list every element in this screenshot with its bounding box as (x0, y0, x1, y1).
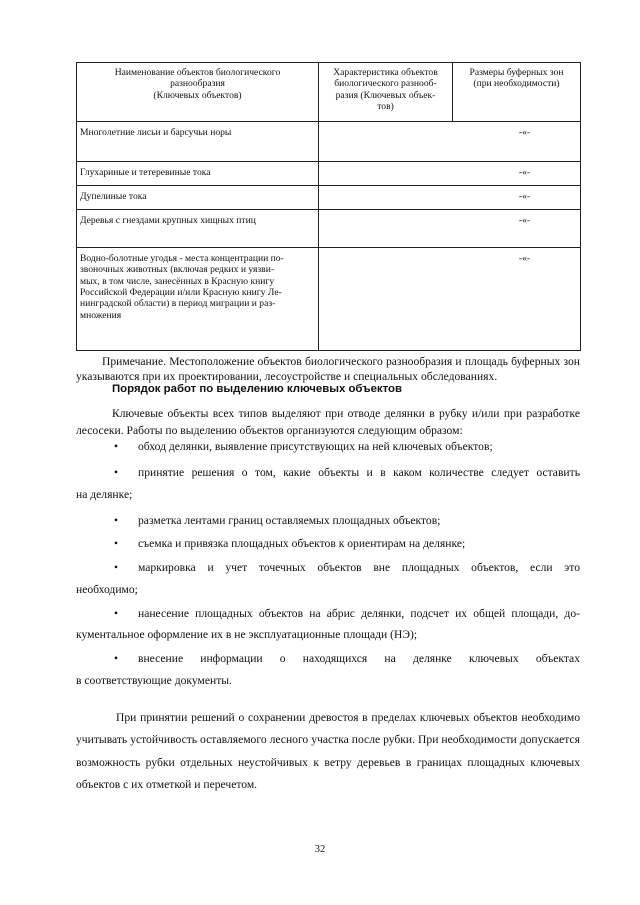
name-line: нинградской области) в период миграции и раз- (80, 298, 276, 310)
intro-paragraph: Ключевые объекты всех типов выделяют при отводе делянки в рубку и/или при разработке лесосеки. Работы по выделению объектов организуются следующим образом: (76, 407, 580, 437)
row-object-name: Глухариные и тетеревиные тока (77, 162, 319, 186)
list-item-text: съемка и привязка площадных объектов к ориентирам на делянке; (138, 537, 466, 550)
bullet-icon: • (114, 514, 119, 527)
bullet-icon: • (114, 440, 119, 453)
list-item (76, 466, 580, 479)
list-item-text: нанесение площадных объектов на абрис делянки, подсчет их общей площади, до- (138, 607, 580, 620)
bullet-icon: • (114, 561, 119, 574)
bullet-icon: • (114, 652, 119, 665)
list-item-text: обход делянки, выявление присутствующих на ней ключевых объектов; (138, 440, 493, 453)
row-characteristic (319, 162, 581, 186)
list-item (76, 561, 580, 574)
section-heading: Порядок работ по выделению ключевых объектов (112, 383, 403, 395)
row-characteristic (319, 248, 581, 351)
bullet-icon: • (114, 466, 119, 479)
list-item-text: принятие решения о том, какие объекты и в каком количестве следует оставить (138, 466, 580, 479)
list-item-text: маркировка и учет точечных объектов вне площадных объектов, если это (138, 561, 580, 574)
header-line: Наименование объектов биологического (114, 67, 281, 78)
header-line: Размеры буферных зон (469, 67, 564, 78)
header-line: тов) (377, 100, 394, 112)
list-item (76, 607, 580, 620)
header-line: (Ключевых объектов) (153, 89, 242, 101)
header-line: Характеристика объектов (333, 67, 438, 78)
row-characteristic (319, 122, 581, 162)
header-line: биологического разнооб- (334, 78, 437, 90)
ditto-mark: -«- (518, 253, 531, 264)
table-note: Примечание. Местоположение объектов биологического разнообразия и площадь буферных зон указываются при их проектировании, лесоустройстве и специальных обследованиях. (76, 355, 580, 383)
table-row (77, 248, 581, 351)
table-row (77, 210, 581, 248)
page-number: 32 (314, 844, 326, 855)
list-item-text: внесение информации о находящихся на делянке ключевых объектах (138, 652, 580, 665)
closing-paragraph: При принятии решений о сохранении древостоя в пределах ключевых объектов необходимо учитывать устойчивость оставляемого лесного участка после рубки. При необходимости допускается возможность рубки отдельных неустойчивых к ветру деревьев в границах площадных ключевых объектов с их отметкой и перечетом. (76, 711, 580, 792)
ditto-mark: -«- (518, 215, 531, 226)
row-characteristic (319, 186, 581, 210)
header-line: (при необходимости) (473, 78, 560, 90)
name-line: множения (80, 309, 122, 321)
header-buffer-zone-size (453, 63, 581, 122)
ditto-mark: -«- (518, 191, 531, 202)
ditto-mark: -«- (518, 167, 531, 178)
ditto-mark: -«- (518, 127, 531, 138)
name-line: мых, в том числе, занесённых в Красную книгу (80, 275, 275, 287)
list-item (76, 440, 580, 453)
list-item-continuation: кументальное оформление их в не эксплуатационные площади (НЭ); (76, 628, 418, 641)
list-item (76, 537, 580, 550)
header-object-characteristic (319, 63, 453, 122)
table-row (77, 186, 581, 210)
table-header-row (77, 63, 581, 122)
name-line: Российской Федерации и/или Красную книгу Ле- (80, 286, 282, 298)
row-object-name: Деревья с гнездами крупных хищных птиц (77, 210, 319, 248)
header-object-name (77, 63, 319, 122)
table-row (77, 162, 581, 186)
name-line: Водно-болотные угодья - места концентрации по- (80, 253, 284, 264)
bullet-icon: • (114, 607, 119, 620)
list-item (76, 514, 580, 527)
list-item (76, 652, 580, 665)
row-object-name (77, 248, 319, 351)
list-item-continuation: в соответствующие документы. (76, 674, 232, 687)
row-object-name: Дупелиные тока (77, 186, 319, 210)
header-line: разия (Ключевых объек- (335, 89, 436, 101)
list-item-text: разметка лентами границ оставляемых площадных объектов; (138, 514, 441, 527)
row-object-name: Многолетние лисьи и барсучьи норы (77, 122, 319, 162)
biodiversity-objects-table (76, 62, 581, 351)
name-line: звоночных животных (включая редких и уязви- (80, 264, 275, 276)
header-line: разнообразия (170, 78, 225, 90)
list-item-continuation: необходимо; (76, 583, 138, 596)
table-row (77, 122, 581, 162)
bullet-icon: • (114, 537, 119, 550)
row-characteristic (319, 210, 581, 248)
list-item-continuation: на делянке; (76, 488, 133, 501)
